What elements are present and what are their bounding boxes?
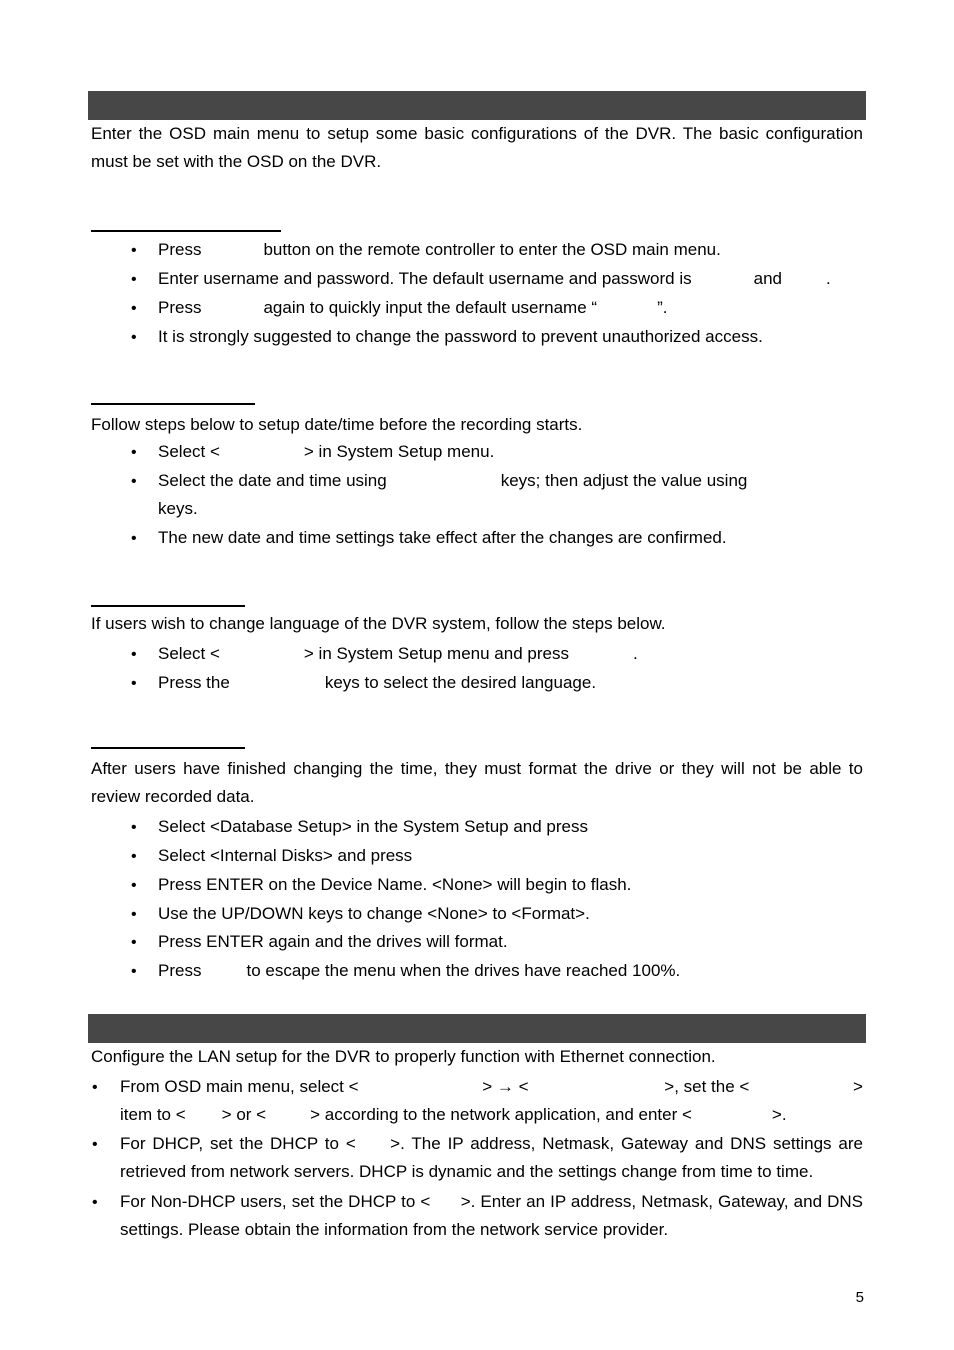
- bullet-icon: •: [131, 271, 137, 288]
- bullet-icon: •: [92, 1136, 98, 1153]
- subheading-rule: [91, 747, 245, 749]
- list-item-continuation: item to < > or < > according to the network application, and enter < >.: [120, 1105, 787, 1124]
- bullet-icon: •: [131, 848, 137, 865]
- bullet-icon: •: [131, 444, 137, 461]
- language-intro: If users wish to change language of the DVR system, follow the steps below.: [91, 614, 666, 633]
- network-intro: Configure the LAN setup for the DVR to properly function with Ethernet connection.: [91, 1047, 716, 1066]
- bullet-icon: •: [131, 530, 137, 547]
- format-intro: After users have finished changing the time, they must format the drive or they will not be able to review recorded data.: [91, 759, 863, 806]
- bullet-icon: •: [131, 329, 137, 346]
- list-item: For DHCP, set the DHCP to < >. The IP address, Netmask, Gateway and DNS settings are retrieved from network servers. DHCP is dynamic and the settings change from time to time.: [120, 1134, 868, 1181]
- bullet-icon: •: [92, 1194, 98, 1211]
- bullet-icon: •: [131, 242, 137, 259]
- bullet-icon: •: [131, 963, 137, 980]
- list-item: Press ENTER on the Device Name. <None> will begin to flash.: [158, 875, 632, 894]
- intro-paragraph: Enter the OSD main menu to setup some basic configurations of the DVR. The basic configuration must be set with the OSD on the DVR.: [91, 124, 863, 171]
- subheading-rule: [91, 230, 281, 232]
- bullet-icon: •: [131, 877, 137, 894]
- list-item: The new date and time settings take effect after the changes are confirmed.: [158, 528, 727, 547]
- list-item: Select the date and time using keys; then adjust the value using: [158, 471, 748, 490]
- list-item: Press again to quickly input the default username “ ”.: [158, 298, 668, 317]
- list-item: Press ENTER again and the drives will format.: [158, 932, 508, 951]
- bullet-icon: •: [131, 675, 137, 692]
- list-item: Press the keys to select the desired language.: [158, 673, 597, 692]
- subheading-rule: [91, 605, 245, 607]
- list-item: Select <Internal Disks> and press: [158, 846, 413, 865]
- list-item: Enter username and password. The default username and password is and .: [158, 269, 831, 288]
- bullet-icon: •: [131, 906, 137, 923]
- list-item: For Non-DHCP users, set the DHCP to < >. Enter an IP address, Netmask, Gateway, and DNS settings. Please obtain the information from the network service provider.: [120, 1192, 868, 1239]
- list-item: Use the UP/DOWN keys to change <None> to <Format>.: [158, 904, 590, 923]
- list-item: Select < > in System Setup menu and press .: [158, 644, 638, 663]
- datetime-intro: Follow steps below to setup date/time before the recording starts.: [91, 415, 583, 434]
- right-arrow-icon: →: [496, 1077, 514, 1096]
- section-header-bar: [88, 1014, 866, 1043]
- section-header-bar: [88, 91, 866, 120]
- bullet-icon: •: [131, 819, 137, 836]
- list-item: Select < > in System Setup menu.: [158, 442, 495, 461]
- list-item: It is strongly suggested to change the password to prevent unauthorized access.: [158, 327, 763, 346]
- bullet-icon: •: [131, 473, 137, 490]
- list-item: Press button on the remote controller to enter the OSD main menu.: [158, 240, 721, 259]
- bullet-icon: •: [131, 646, 137, 663]
- list-item: From OSD main menu, select < > → < >, set the < >: [120, 1077, 863, 1096]
- bullet-icon: •: [131, 934, 137, 951]
- list-item: Select <Database Setup> in the System Setup and press: [158, 817, 588, 836]
- list-item: Press to escape the menu when the drives have reached 100%.: [158, 961, 681, 980]
- list-item-continuation: keys.: [158, 499, 198, 518]
- bullet-icon: •: [92, 1079, 98, 1096]
- bullet-icon: •: [131, 300, 137, 317]
- subheading-rule: [91, 403, 255, 405]
- page-number: 5: [855, 1289, 864, 1306]
